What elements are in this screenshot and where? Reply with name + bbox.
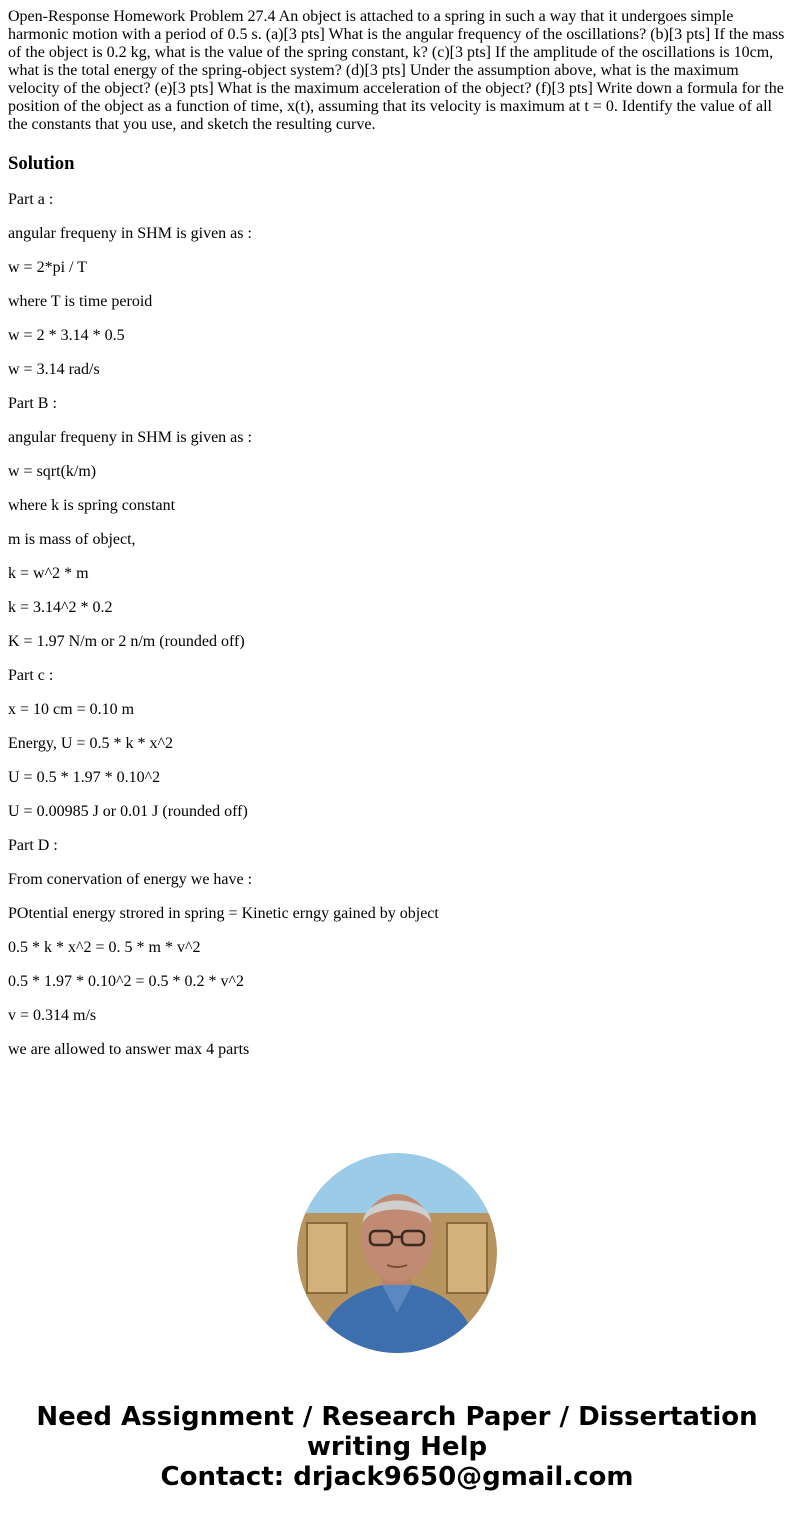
solution-line: k = 3.14^2 * 0.2	[8, 599, 113, 616]
solution-line: w = 2*pi / T	[8, 259, 87, 276]
solution-line: m is mass of object,	[8, 531, 136, 548]
contact-banner	[0, 1402, 794, 1492]
solution-line: Part D :	[8, 837, 58, 854]
solution-line: w = 2 * 3.14 * 0.5	[8, 327, 125, 344]
solution-line: v = 0.314 m/s	[8, 1007, 97, 1024]
solution-line: U = 0.00985 J or 0.01 J (rounded off)	[8, 803, 248, 820]
solution-line: Part a :	[8, 191, 54, 208]
banner-line-2: writing Help	[306, 1432, 488, 1462]
solution-line: Energy, U = 0.5 * k * x^2	[8, 735, 173, 752]
solution-line: Part B :	[8, 395, 57, 412]
solution-line: 0.5 * k * x^2 = 0. 5 * m * v^2	[8, 939, 201, 956]
solution-line: Part c :	[8, 667, 54, 684]
author-portrait-image	[297, 1153, 497, 1353]
solution-line: we are allowed to answer max 4 parts	[8, 1041, 250, 1058]
solution-line: w = 3.14 rad/s	[8, 361, 100, 378]
solution-line: 0.5 * 1.97 * 0.10^2 = 0.5 * 0.2 * v^2	[8, 973, 245, 990]
solution-lines	[8, 191, 786, 1059]
solution-line: K = 1.97 N/m or 2 n/m (rounded off)	[8, 633, 245, 650]
banner-line-1: Need Assignment / Research Paper / Dissertation	[36, 1402, 758, 1432]
problem-statement: Open-Response Homework Problem 27.4 An object is attached to a spring in such a way that it undergoes simple harmonic motion with a period of 0.5 s. (a)[3 pts] What is the angular frequency of the oscillations? (b)[3 pts] If the mass of the object is 0.2 kg, what is the value of the spring constant, k? (c)[3 pts] If the amplitude of the oscillations is 10cm, what is the total energy of the spring-object system? (d)[3 pts] Under the assumption above, what is the maximum velocity of the object? (e)[3 pts] What is the maximum acceleration of the object? (f)[3 pts] Write down a formula for the position of the object as a function of time, x(t), assuming that its velocity is maximum at t = 0. Identify the value of all the constants that you use, and sketch the resulting curve.	[8, 8, 785, 133]
solution-line: U = 0.5 * 1.97 * 0.10^2	[8, 769, 161, 786]
solution-line: where k is spring constant	[8, 497, 176, 514]
solution-line: angular frequeny in SHM is given as :	[8, 429, 252, 446]
banner-contact-line: Contact: drjack9650@gmail.com	[160, 1462, 634, 1492]
author-avatar	[297, 1153, 497, 1353]
solution-line: x = 10 cm = 0.10 m	[8, 701, 135, 718]
solution-line: w = sqrt(k/m)	[8, 463, 97, 480]
solution-line: k = w^2 * m	[8, 565, 89, 582]
solution-heading: Solution	[8, 153, 75, 174]
solution-line: where T is time peroid	[8, 293, 153, 310]
solution-line: From conervation of energy we have :	[8, 871, 253, 888]
solution-line: angular frequeny in SHM is given as :	[8, 225, 252, 242]
solution-line: POtential energy strored in spring = Kinetic erngy gained by object	[8, 905, 439, 922]
